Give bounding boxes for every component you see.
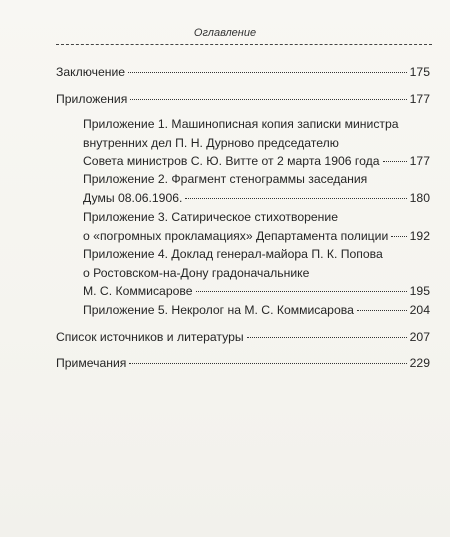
toc-entry-appendix-4 [83, 245, 430, 301]
toc-entry-title: Приложение 5. Некролог на М. С. Коммисарова [83, 303, 354, 317]
toc-entry-title: Заключение [56, 65, 126, 79]
toc-entry-sources [56, 328, 430, 347]
toc-entry-title-line: Совета министров С. Ю. Витте от 2 марта 1906 года [83, 154, 380, 168]
toc-entry-page: 177 [409, 92, 430, 106]
toc-entry-title: Приложения [56, 92, 128, 106]
toc-entry-title: Примечания [56, 356, 127, 370]
toc-entry-page: 204 [409, 303, 430, 317]
toc-entry-title-line: М. С. Коммисарове [83, 284, 193, 298]
toc-entry-row [56, 354, 430, 373]
toc-entry-title-line: Приложение 3. Сатирическое стихотворение [83, 210, 338, 224]
toc-entry-appendix-2 [83, 170, 430, 207]
toc-entry-page: 192 [409, 228, 430, 243]
dot-leader [196, 291, 407, 292]
dot-leader [128, 72, 407, 73]
toc-entry-appendices [56, 90, 430, 109]
toc-entry-row [83, 152, 430, 171]
toc-entry-page: 175 [409, 65, 430, 79]
toc-entry-title-line: Приложение 2. Фрагмент стенограммы заседания [83, 172, 368, 186]
dot-leader [391, 236, 406, 237]
toc-entry-title-line: о «погромных прокламациях» Департамента полиции [83, 228, 389, 243]
toc-entry-row [83, 227, 430, 246]
toc-entry-page: 180 [409, 190, 430, 205]
toc-entry-row [56, 63, 430, 82]
dot-leader [129, 363, 406, 364]
toc-entry-row [56, 328, 430, 347]
toc-entry-row [83, 282, 430, 301]
toc-entry-title-line: Думы 08.06.1906. [83, 190, 183, 205]
dot-leader [247, 337, 407, 338]
toc-entry-row [56, 90, 430, 109]
dot-leader [185, 198, 406, 199]
toc-entry-appendix-3 [83, 208, 430, 245]
page-header-title: Оглавление [193, 27, 257, 39]
toc-entry-page: 195 [409, 284, 430, 298]
toc-entry-page: 229 [409, 356, 430, 370]
toc-entry-title-line: Приложение 1. Машинописная копия записки министра [83, 117, 399, 131]
toc-entry-appendix-1 [83, 115, 430, 171]
toc-entry-notes [56, 354, 430, 373]
toc-entry-row [83, 189, 430, 208]
dot-leader [357, 310, 407, 311]
toc-entry-title-line: о Ростовском-на-Дону градоначальнике [83, 265, 310, 280]
toc-entry-page: 177 [409, 154, 430, 168]
toc-entry-title-line: Приложение 4. Доклад генерал-майора П. К. Попова [83, 247, 383, 261]
toc-entry-title: Список источников и литературы [56, 330, 244, 344]
toc-entry-page: 207 [409, 330, 430, 344]
toc-entry-conclusion [56, 63, 430, 82]
toc-entry-row [83, 301, 430, 320]
toc-entry-appendix-5 [83, 301, 430, 320]
dot-leader [383, 161, 407, 162]
toc-entry-title-line: внутренних дел П. Н. Дурново председателю [83, 135, 339, 150]
dot-leader [130, 99, 406, 100]
